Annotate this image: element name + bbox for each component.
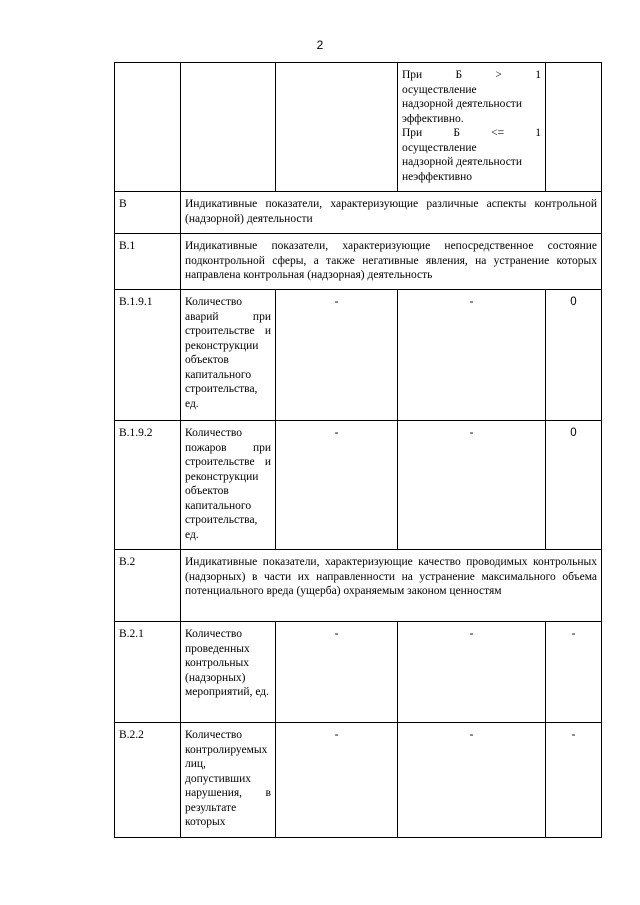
indicator-name: Количество аварий при строительстве и реконструкции объектов капитального строительства, ед. — [181, 290, 276, 421]
empty-cell — [181, 63, 276, 192]
section-heading: Индикативные показатели, характеризующие различные аспекты контрольной (надзорной) деятельности — [181, 192, 602, 234]
table-row — [115, 290, 602, 421]
section-heading: Индикативные показатели, характеризующие непосредственное состояние подконтрольной сферы, а также негативные явления, на устранение которых направлена контрольная (надзорная) деятельность — [181, 234, 602, 290]
indicator-name: Количество проведенных контрольных (надзорных) мероприятий, ед. — [181, 622, 276, 723]
table-row — [115, 550, 602, 622]
empty-cell — [115, 63, 181, 192]
page-number: 2 — [316, 38, 324, 52]
row-code: В — [115, 192, 181, 234]
formula-line: надзорной деятельности — [402, 98, 522, 110]
table-row — [115, 192, 602, 234]
value-cell: - — [276, 622, 398, 723]
table-row — [115, 723, 602, 838]
table-row — [115, 63, 602, 192]
value-cell: - — [398, 290, 546, 421]
formula-line: осуществление — [402, 141, 477, 154]
table-row — [115, 421, 602, 550]
value-cell: 0 — [546, 421, 602, 550]
formula-line: надзорной деятельности — [402, 156, 522, 168]
row-code: В.1.9.1 — [115, 290, 181, 421]
table-row — [115, 622, 602, 723]
formula-cell — [398, 63, 546, 192]
indicator-name: Количество пожаров при строительстве и реконструкции объектов капитального строительства, ед. — [181, 421, 276, 550]
value-cell: - — [398, 723, 546, 838]
value-cell: - — [546, 723, 602, 838]
value-cell: 0 — [546, 290, 602, 421]
row-code: В.2.1 — [115, 622, 181, 723]
row-code: В.2 — [115, 550, 181, 622]
table-row — [115, 234, 602, 290]
formula-line: эффективно. — [402, 112, 464, 125]
section-heading: Индикативные показатели, характеризующие качество проводимых контрольных (надзорных) в части их направленности на устранение максимального объема потенциального вреда (ущерба) охраняемым законом ценностям — [181, 550, 602, 622]
empty-cell — [546, 63, 602, 192]
formula-line: При Б <= 1 — [402, 127, 541, 139]
indicators-table — [114, 62, 602, 838]
indicator-name: Количество контролируемых лиц, допустивших нарушения, в результате которых — [181, 723, 276, 838]
formula-line: неэффективно — [402, 170, 473, 183]
row-code: В.1 — [115, 234, 181, 290]
value-cell: - — [276, 723, 398, 838]
value-cell: - — [546, 622, 602, 723]
row-code: В.1.9.2 — [115, 421, 181, 550]
empty-cell — [276, 63, 398, 192]
value-cell: - — [398, 421, 546, 550]
value-cell: - — [276, 421, 398, 550]
formula-line: При Б > 1 — [402, 69, 541, 81]
row-code: В.2.2 — [115, 723, 181, 838]
value-cell: - — [398, 622, 546, 723]
formula-line: осуществление — [402, 83, 477, 96]
value-cell: - — [276, 290, 398, 421]
